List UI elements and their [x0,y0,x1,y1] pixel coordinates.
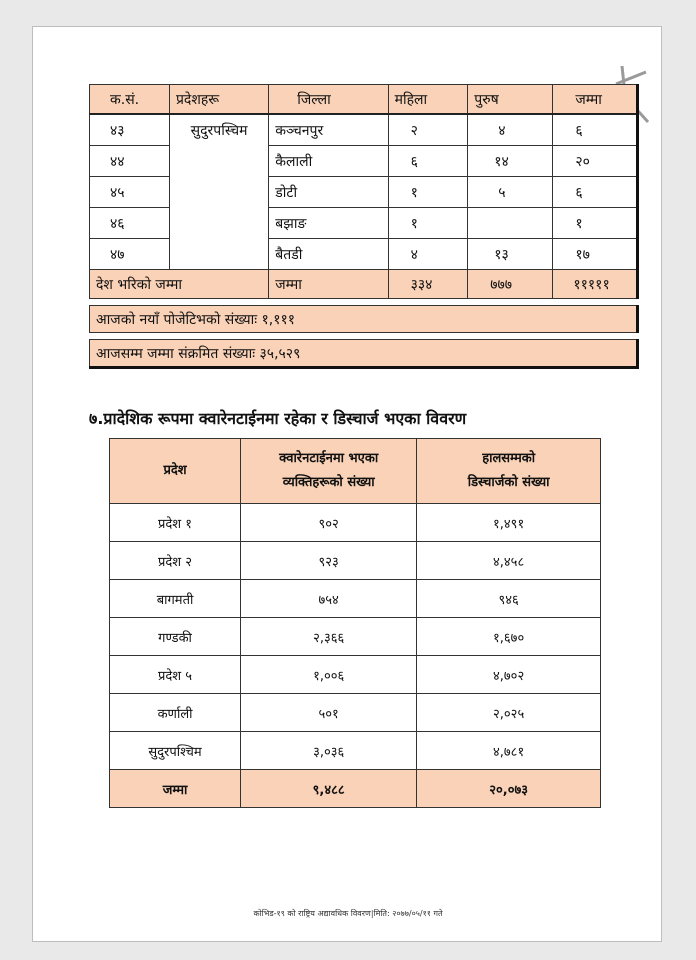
discharged-cell: ४,४५८ [417,542,601,580]
serial-cell: ४६ [90,208,170,239]
male-cell: १३ [468,239,553,270]
district-cell: बझाङ [269,208,388,239]
quarantined-cell: २,३६६ [241,618,417,656]
province-cell: गण्डकी [110,618,241,656]
header-quarantined-line2: व्यक्तिहरूको संख्या [282,475,375,490]
table-row [110,656,601,694]
national-female-total: ३३४ [388,270,468,299]
province-cell: प्रदेश ५ [110,656,241,694]
table-header-row [90,85,638,115]
header-quarantined [241,439,417,504]
male-cell: ५ [468,177,553,208]
quarantined-cell: ३,०३६ [241,732,417,770]
female-cell: १ [388,177,468,208]
serial-cell: ४३ [90,114,170,146]
table-row [110,694,601,732]
district-cell: कैलाली [269,146,388,177]
total-cell: १७ [553,239,638,270]
female-cell: ६ [388,146,468,177]
table-row [110,542,601,580]
discharged-cell: २,०२५ [417,694,601,732]
header-discharged-line1: हालसम्मको [482,451,536,466]
discharged-cell: १,४९१ [417,504,601,542]
province-cell: प्रदेश २ [110,542,241,580]
header-total: जम्मा [553,85,638,115]
header-district: जिल्ला [269,85,388,115]
total-quarantined: ९,४८८ [241,770,417,808]
table-row [110,580,601,618]
table-row [90,114,638,146]
header-female: महिला [388,85,468,115]
total-row [110,770,601,808]
total-cell: ६ [553,114,638,146]
district-cell: डोटी [269,177,388,208]
header-male: पुरुष [468,85,553,115]
header-quarantined-line1: क्वारेनटाईनमा भएका [279,451,379,466]
header-serial: क.सं. [90,85,170,115]
district-cell: कञ्चनपुर [269,114,388,146]
district-cell: बैतडी [269,239,388,270]
province-cell: बागमती [110,580,241,618]
spacer-cell [90,333,638,340]
header-discharged-line2: डिस्चार्जको संख्या [467,475,550,490]
today-positive-row [90,306,638,333]
male-cell [468,208,553,239]
male-cell: १४ [468,146,553,177]
province-cell: प्रदेश १ [110,504,241,542]
female-cell: ४ [388,239,468,270]
serial-cell: ४४ [90,146,170,177]
total-label: जम्मा [110,770,241,808]
discharged-cell: १,६७० [417,618,601,656]
spacer-row [90,333,638,340]
table-row [110,732,601,770]
header-province: प्रदेश [110,439,241,504]
discharged-cell: ४,७०२ [417,656,601,694]
page-footer: कोभिड-१९ को राष्ट्रिय अद्यावधिक विवरण|मिति: २०७७/०५/११ गते [253,909,443,918]
table-row [110,504,601,542]
national-male-total: ७७७ [468,270,553,299]
quarantined-cell: १,००६ [241,656,417,694]
serial-cell: ४७ [90,239,170,270]
province-cell: सुदुरपस्चिम [169,114,268,270]
quarantined-cell: ७५४ [241,580,417,618]
section-heading: ७.प्रादेशिक रूपमा क्वारेनटाईनमा रहेका र डिस्चार्ज भएका विवरण [89,409,467,428]
serial-cell: ४५ [90,177,170,208]
today-new-positive: आजको नयाँ पोजेटिभको संख्याः १,१११ [90,306,638,333]
table-header-row [110,439,601,504]
quarantined-cell: ९२३ [241,542,417,580]
national-total-row [90,270,638,299]
female-cell: २ [388,114,468,146]
national-total-label: देश भरिको जम्मा [90,270,269,299]
province-cell: सुदुरपश्चिम [110,732,241,770]
spacer-cell [90,299,638,306]
header-province: प्रदेशहरू [169,85,268,115]
province-cell: कर्णाली [110,694,241,732]
total-cell: ६ [553,177,638,208]
total-infected: आजसम्म जम्मा संक्रमित संख्याः ३५,५२९ [90,340,638,368]
total-cell: २० [553,146,638,177]
male-cell: ४ [468,114,553,146]
national-grand-total: १११११ [553,270,638,299]
header-discharged [417,439,601,504]
table-row [110,618,601,656]
discharged-cell: ४,७८१ [417,732,601,770]
total-cell: १ [553,208,638,239]
district-cases-table [89,84,639,369]
female-cell: १ [388,208,468,239]
spacer-row [90,299,638,306]
total-discharged: २०,०७३ [417,770,601,808]
quarantined-cell: ९०२ [241,504,417,542]
quarantined-cell: ५०१ [241,694,417,732]
national-total-label2: जम्मा [269,270,388,299]
total-infected-row [90,340,638,368]
discharged-cell: ९४६ [417,580,601,618]
quarantine-discharge-table [109,438,601,808]
